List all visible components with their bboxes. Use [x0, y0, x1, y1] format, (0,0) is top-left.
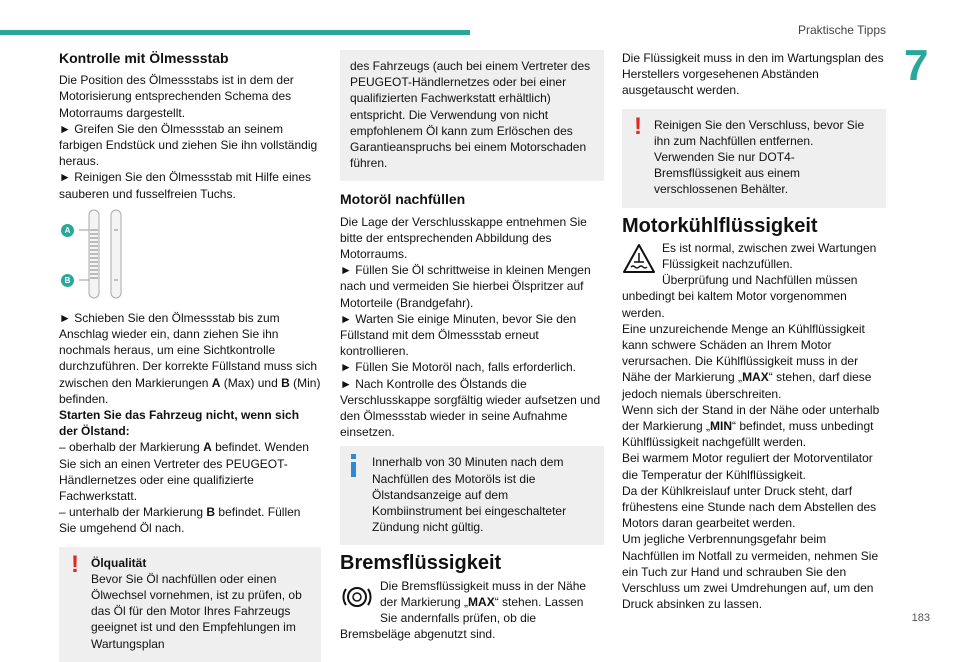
coolant-intro [622, 240, 886, 272]
brake-fluid-section [340, 578, 604, 643]
heading-add-oil: Motoröl nachfüllen [340, 191, 466, 208]
info-box-oil-gauge [340, 446, 604, 545]
marker-b-ref: B [281, 375, 290, 390]
paragraph: Bei warmem Motor reguliert der Motorventilator die Temperatur der Kühlflüssigkeit. [622, 451, 873, 482]
max-marking: MAX [742, 370, 769, 385]
chapter-number: 7 [904, 41, 929, 90]
warning-text: des Fahrzeugs (auch bei einem Vertreter des PEUGEOT-Händlernetzes oder bei einer qualifizierten Fachwerkstatt erhältlich) entspricht. Die Verwendung von nicht empfohlenem Öl kann zum Erlöschen des Garantieanspruchs bei einem Motorschaden führen. [350, 59, 591, 171]
paragraph [622, 402, 886, 451]
paragraph: Es ist normal, zwischen zwei Wartungen Flüssigkeit nachzufüllen. [662, 240, 877, 272]
column-2 [340, 50, 604, 643]
marker-b-ref: B [206, 505, 216, 520]
header-accent-bar [0, 30, 470, 35]
warning-box-oil-quality [59, 547, 321, 662]
text-span: ► Schieben Sie den Ölmessstab bis zum Anschlag wieder ein, dann ziehen Sie ihn nochmals heraus, um eine Sichtkontrolle durchzuführen. Der korrekte Füllstand muss sich zwischen den Markierungen [59, 310, 318, 390]
marker-a-ref: A [203, 440, 212, 455]
paragraph: Um jegliche Verbrennungsgefahr beim Nachfüllen im Notfall zu vermeiden, nehmen Sie ein Tuch zur Hand und schrauben Sie den Verschluss um zwei Umdrehungen auf, um den Druck absinken zu lassen. [622, 532, 879, 612]
warning-box-continued [340, 50, 604, 181]
text-span: Wenn sich der Stand in der Nähe oder unterhalb der Markierung „ [622, 402, 880, 434]
warning-text: Reinigen Sie den Verschluss, bevor Sie ihn zum Nachfüllen entfernen. Verwenden Sie nur DOT4-Bremsflüssigkeit aus einem verschlossenen Behälter. [654, 117, 865, 197]
section-title: Praktische Tipps [797, 23, 886, 37]
info-text: Innerhalb von 30 Minuten nach dem Nachfüllen des Motoröls ist die Ölstandsanzeige auf dem Kombiinstrument bei eingeschalteter Zündung nicht gültig. [372, 455, 567, 535]
text-span: (Min) befinden. [59, 375, 321, 406]
heading-oil-dipstick: Kontrolle mit Ölmessstab [59, 50, 229, 66]
paragraph: Da der Kühlkreislauf unter Druck steht, darf frühestens eine Stunde nach dem Abstellen des Motors daran gearbeitet werden. [622, 483, 877, 531]
heading-coolant: Motorkühlflüssigkeit [622, 214, 818, 237]
info-icon [351, 454, 356, 478]
max-marking: MAX [468, 594, 495, 609]
text-span: “ befindet, muss unbedingt Kühlflüssigkeit nachgefüllt werden. [622, 419, 874, 450]
coolant-warning-icon [622, 242, 656, 276]
column-1 [59, 50, 321, 662]
paragraph [59, 310, 321, 407]
paragraph: ► Füllen Sie Motoröl nach, falls erforderlich. [340, 360, 576, 375]
text-span: – oberhalb der Markierung [59, 440, 204, 455]
exclamation-mark-icon: ! [71, 550, 79, 578]
text-span: befindet. Wenden Sie sich an einen Vertreter des PEUGEOT-Händlernetzes oder eine qualifizierte Fachwerkstatt. [59, 440, 309, 504]
dipstick-figure [59, 208, 179, 300]
paragraph: Überprüfung und Nachfüllen müssen unbedingt bei kaltem Motor vorgenommen werden. [622, 273, 858, 320]
paragraph: ► Nach Kontrolle des Ölstands die Verschlusskappe sorgfältig wieder aufsetzen und den Ölmessstab wieder in seine Aufnahme einsetzen. [340, 376, 601, 440]
text-span: “ stehen, darf diese jedoch niemals überschreiten. [622, 370, 872, 401]
column-3 [622, 50, 886, 613]
paragraph: ► Greifen Sie den Ölmessstab an seinem farbigen Endstück und ziehen Sie ihn vollständig heraus. [59, 121, 318, 169]
paragraph: Die Position des Ölmessstabs ist in dem der Motorisierung entsprechenden Schema des Motorraums dargestellt. [59, 73, 294, 120]
dash-item [59, 439, 321, 504]
paragraph: ► Reinigen Sie den Ölmessstab mit Hilfe eines sauberen und fusselfreien Tuchs. [59, 170, 311, 201]
paragraph: ► Warten Sie einige Minuten, bevor Sie den Füllstand mit dem Ölmessstab erneut kontrollieren. [340, 311, 577, 359]
dipstick-illustration [59, 208, 179, 300]
paragraph: Die Flüssigkeit muss in den im Wartungsplan des Herstellers vorgesehenen Abständen ausgetauscht werden. [622, 51, 884, 98]
text-span: (Max) und [220, 375, 282, 390]
bold-notice: Starten Sie das Fahrzeug nicht, wenn sich der Ölstand: [59, 408, 300, 439]
marker-a-badge: A [61, 224, 74, 237]
text-span: “ stehen. Lassen Sie andernfalls prüfen, ob die Bremsbeläge abgenutzt sind. [340, 594, 584, 642]
page-number: 183 [911, 612, 930, 624]
warning-box-brake-fluid [622, 109, 886, 208]
marker-b-badge: B [61, 274, 74, 287]
dash-item [59, 504, 321, 536]
text-span: Eine unzureichende Menge an Kühlflüssigkeit kann schwere Schäden an Ihrem Motor verursachen. Die Kühlflüssigkeit muss in der Nähe der Markierung „ [622, 321, 865, 385]
marker-a-ref: A [211, 375, 221, 390]
heading-brake-fluid: Bremsflüssigkeit [340, 552, 502, 575]
exclamation-mark-icon: ! [634, 112, 642, 140]
text-span: Die Bremsflüssigkeit muss in der Nähe der Markierung „ [380, 578, 587, 609]
warning-title: Ölqualität [91, 555, 147, 570]
text-span: befindet. Füllen Sie umgehend Öl nach. [59, 505, 301, 536]
paragraph [622, 321, 886, 402]
text-span: – unterhalb der Markierung [59, 505, 207, 520]
paragraph: ► Füllen Sie Öl schrittweise in kleinen Mengen nach und vermeiden Sie hierbei Ölspritzer auf Motorteile (Brandgefahr). [340, 263, 591, 310]
min-marking: MIN [710, 419, 733, 434]
paragraph: Die Lage der Verschlusskappe entnehmen Sie bitte der entsprechenden Abbildung des Motorraums. [340, 214, 587, 262]
brake-fluid-icon [340, 580, 374, 614]
paragraph [340, 578, 604, 643]
warning-text: Bevor Sie Öl nachfüllen oder einen Ölwechsel vornehmen, ist zu prüfen, ob das Öl für den Motor Ihres Fahrzeugs geeignet ist und den Empfehlungen im Wartungsplan [91, 571, 302, 651]
